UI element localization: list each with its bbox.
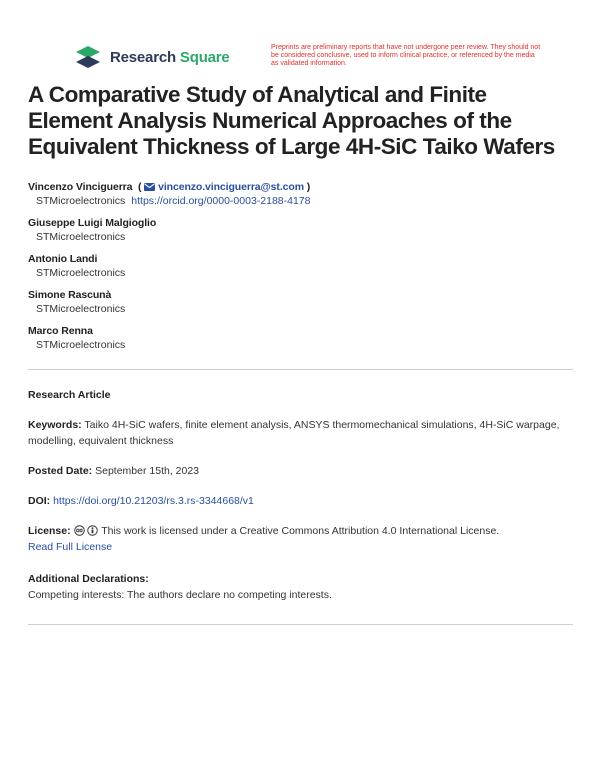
research-square-logo-icon [74,46,104,68]
read-full-license-link[interactable]: Read Full License [28,541,113,553]
author-entry [28,288,573,316]
author-name: Giuseppe Luigi Malgioglio [28,217,157,229]
doi: DOI: https://doi.org/10.21203/rs.3.rs-3344668/v1 [28,495,254,507]
author-list [28,180,573,360]
license: License: This work is licensed under a Creative Commons Attribution 4.0 International License. Read Full License [28,525,500,553]
paper-title: A Comparative Study of Analytical and Finite Element Analysis Numerical Approaches of the Equivalent Thickness of Large 4H-SiC Taiko Wafers [28,82,555,159]
author-name: Simone Rascunà [28,289,112,301]
author-entry: Vincenzo Vinciguerra ( vincenzo.vinciguerra@st.com ) STMicroelectronics https://orcid.org/0000-0003-2188-4178 [28,181,311,207]
logo-text: Research Square [110,48,230,66]
author-entry [28,252,573,280]
preprint-disclaimer: Preprints are preliminary reports that have not undergone peer review. They should not be considered conclusive, used to inform clinical practice, or referenced by the media as validated information. [271,44,541,67]
author-entry [28,324,573,352]
envelope-icon [144,183,155,191]
author-affiliation: STMicroelectronics [36,195,126,207]
author-name: Marco Renna [28,325,93,337]
author-name: Vincenzo Vinciguerra [28,181,133,193]
author-affiliation: STMicroelectronics [36,339,126,351]
author-affiliation: STMicroelectronics [36,303,126,315]
research-square-logo[interactable] [74,46,230,68]
license-text: This work is licensed under a Creative Commons Attribution 4.0 International License. [101,525,500,537]
author-entry [28,216,573,244]
article-type: Research Article [28,389,111,401]
divider [28,369,573,370]
declarations-value: Competing interests: The authors declare no competing interests. [28,589,332,601]
author-email-link[interactable]: vincenzo.vinciguerra@st.com [158,181,304,193]
author-affiliation: STMicroelectronics [36,231,126,243]
posted-date: Posted Date: September 15th, 2023 [28,465,200,477]
additional-declarations: Additional Declarations: Competing interests: The authors declare no competing interests. [28,571,573,603]
posted-date-value: September 15th, 2023 [95,465,200,477]
keywords-value: Taiko 4H-SiC wafers, finite element analysis, ANSYS thermomechanical simulations, 4H-SiC warpage, modelling, equivalent thickness [28,419,560,447]
author-name: Antonio Landi [28,253,98,265]
doi-link[interactable]: https://doi.org/10.21203/rs.3.rs-3344668/v1 [53,495,254,507]
orcid-link[interactable]: https://orcid.org/0000-0003-2188-4178 [131,195,311,207]
cc-icon [74,525,85,536]
author-affiliation: STMicroelectronics [36,267,126,279]
header [74,46,574,76]
keywords: Keywords: Taiko 4H-SiC wafers, finite element analysis, ANSYS thermomechanical simulations, 4H-SiC warpage, modelling, equivalent thickness [28,419,560,447]
divider [28,624,573,625]
by-icon [87,525,98,536]
